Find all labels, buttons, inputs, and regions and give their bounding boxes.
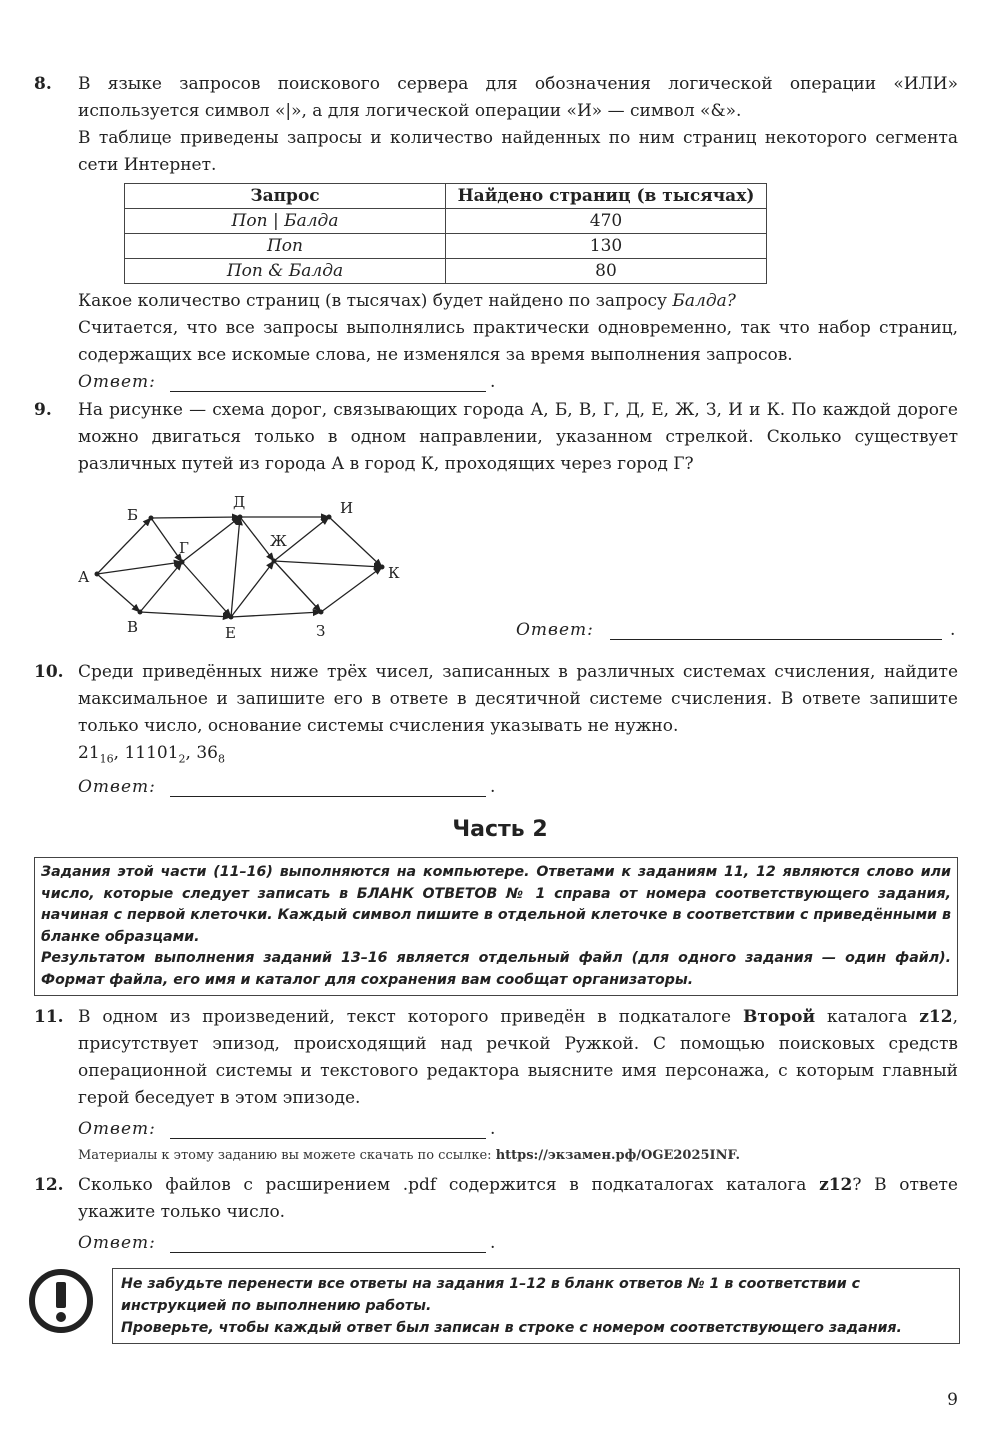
edge-A-G [97,562,182,574]
edge-G-E [182,562,231,617]
task-9-text: На рисунке — схема дорог, связывающих города А, Б, В, Г, Д, Е, Ж, З, И и К. По каждой дороге можно двигаться только в одном направлении, указанном стрелкой. Сколько существует различных путей из города А в город К, проходящих через город Г? [78,400,958,474]
answer-label: Ответ: [78,1233,156,1253]
table-cell-count: 130 [446,234,767,259]
node-label: Ж [270,532,287,550]
table-cell-count: 80 [446,259,767,284]
edge-Z-K [321,567,382,612]
task-8 [34,71,958,399]
task-number: 8. [34,74,52,94]
task-number: 10. [34,662,64,682]
road-graph-diagram [70,490,420,650]
edge-D-Zh [240,517,274,561]
edge-I-K [329,517,382,567]
edge-A-V [97,574,140,612]
warning-line: Не забудьте перенести все ответы на задания 1–12 в бланк ответов № 1 в соответствии с инструкцией по выполнению работы. [121,1276,861,1314]
table-cell-query: Поп | Балда [125,209,446,234]
answer-label: Ответ: [78,372,156,392]
task-number: 9. [34,400,52,420]
node-label: Г [179,539,189,557]
page-number: 9 [947,1390,958,1410]
table-cell-count: 470 [446,209,767,234]
task-10-numbers: $21_{16}$, $11101_2$, $36_8$ [78,743,225,766]
task-9 [34,397,958,478]
table-row [125,259,767,284]
answer-field[interactable]: Ответ: . [516,620,956,640]
answer-line[interactable] [170,796,486,797]
node-label: Д [233,493,246,511]
answer-label: Ответ: [78,1119,156,1139]
task-8-intro: В языке запросов поискового сервера для обозначения логической операции «ИЛИ» используется символ «|», а для логической операции «И» — символ «&». [78,74,958,121]
materials-link[interactable]: https://экзамен.рф/OGE2025INF. [495,1148,740,1163]
edge-B-D [151,517,240,518]
part-2-instructions [34,857,958,996]
edge-Zh-Z [274,561,321,612]
query-table [124,183,767,284]
task-number: 12. [34,1175,64,1195]
node-label: К [388,564,400,582]
table-header-count: Найдено страниц (в тысячах) [446,184,767,209]
edge-E-Z [231,612,321,617]
warning-box [112,1268,960,1344]
task-8-question: Какое количество страниц (в тысячах) будет найдено по запросу Балда? [78,291,736,311]
edge-G-D [182,517,240,562]
node-label: З [316,622,326,640]
exclamation-icon [28,1268,94,1334]
table-row [125,209,767,234]
answer-line[interactable] [170,1252,486,1253]
edge-E-D [231,517,240,617]
task-12 [34,1172,958,1260]
task-10 [34,659,958,804]
answer-field[interactable]: Ответ: . [78,1233,496,1253]
edge-E-Zh [231,561,274,617]
task-8-table-intro: В таблице приведены запросы и количество найденных по ним страниц некоторого сегмента сети Интернет. [78,128,958,175]
instructions-paragraph: Результатом выполнения заданий 13–16 является отдельный файл (для одного задания — один файл). Формат файла, его имя и каталог для сохранения вам сообщат организаторы. [41,950,951,988]
task-12-text: Сколько файлов с расширением .pdf содержится в подкаталогах каталога z12? В ответе укажите только число. [78,1175,958,1222]
answer-line[interactable] [170,1138,486,1139]
table-cell-query: Поп [125,234,446,259]
materials-note: Материалы к этому заданию вы можете скачать по ссылке: https://экзамен.рф/OGE2025INF. [78,1148,740,1163]
task-8-assumption: Считается, что все запросы выполнялись практически одновременно, так что набор страниц, содержащих все искомые слова, не изменялся за время выполнения запросов. [78,318,958,365]
task-10-text: Среди приведённых ниже трёх чисел, записанных в различных системах счисления, найдите максимальное и запишите его в ответе в десятичной системе счисления. В ответе запишите только число, основание системы счисления указывать не нужно. [78,662,958,736]
node-label: Е [225,624,236,642]
answer-label: Ответ: [78,777,156,798]
edge-V-G [140,562,182,612]
edge-A-B [97,518,151,574]
task-number: 11. [34,1007,64,1027]
edge-V-E [140,612,231,617]
node-label: В [127,618,139,636]
answer-label: Ответ: [516,620,594,640]
table-header-query: Запрос [125,184,446,209]
node-label: А [78,568,90,586]
warning-line: Проверьте, чтобы каждый ответ был записан в строке с номером соответствующего задания. [121,1320,902,1336]
table-cell-query: Поп & Балда [125,259,446,284]
answer-field[interactable]: Ответ: . [78,777,496,798]
edge-Zh-K [274,561,382,567]
instructions-paragraph: Задания этой части (11–16) выполняются на компьютере. Ответами к заданиям 11, 12 являются слово или число, которые следует записать в БЛАНК ОТВЕТОВ № 1 справа от номера соответствующего задания, начиная с первой клеточки. Каждый символ пишите в отдельной клеточке в соответствии с приведёнными в бланке образцами. [41,864,951,945]
table-row [125,234,767,259]
task-11 [34,1004,958,1166]
part-2-title: Часть 2 [452,817,548,842]
answer-line[interactable] [610,639,942,640]
node-label: Б [127,506,139,524]
edge-B-G [151,518,182,562]
answer-field[interactable]: Ответ: . [78,1119,496,1139]
node-label: И [340,499,354,517]
answer-field[interactable]: Ответ: . [78,372,496,392]
task-11-text: В одном из произведений, текст которого приведён в подкаталоге Второй каталога z12, присутствует эпизод, происходящий над речкой Ружкой. С помощью поисковых средств операционной системы и текстового редактора выясните имя персонажа, с которым главный герой беседует в этом эпизоде. [78,1007,958,1108]
answer-line[interactable] [170,391,486,392]
